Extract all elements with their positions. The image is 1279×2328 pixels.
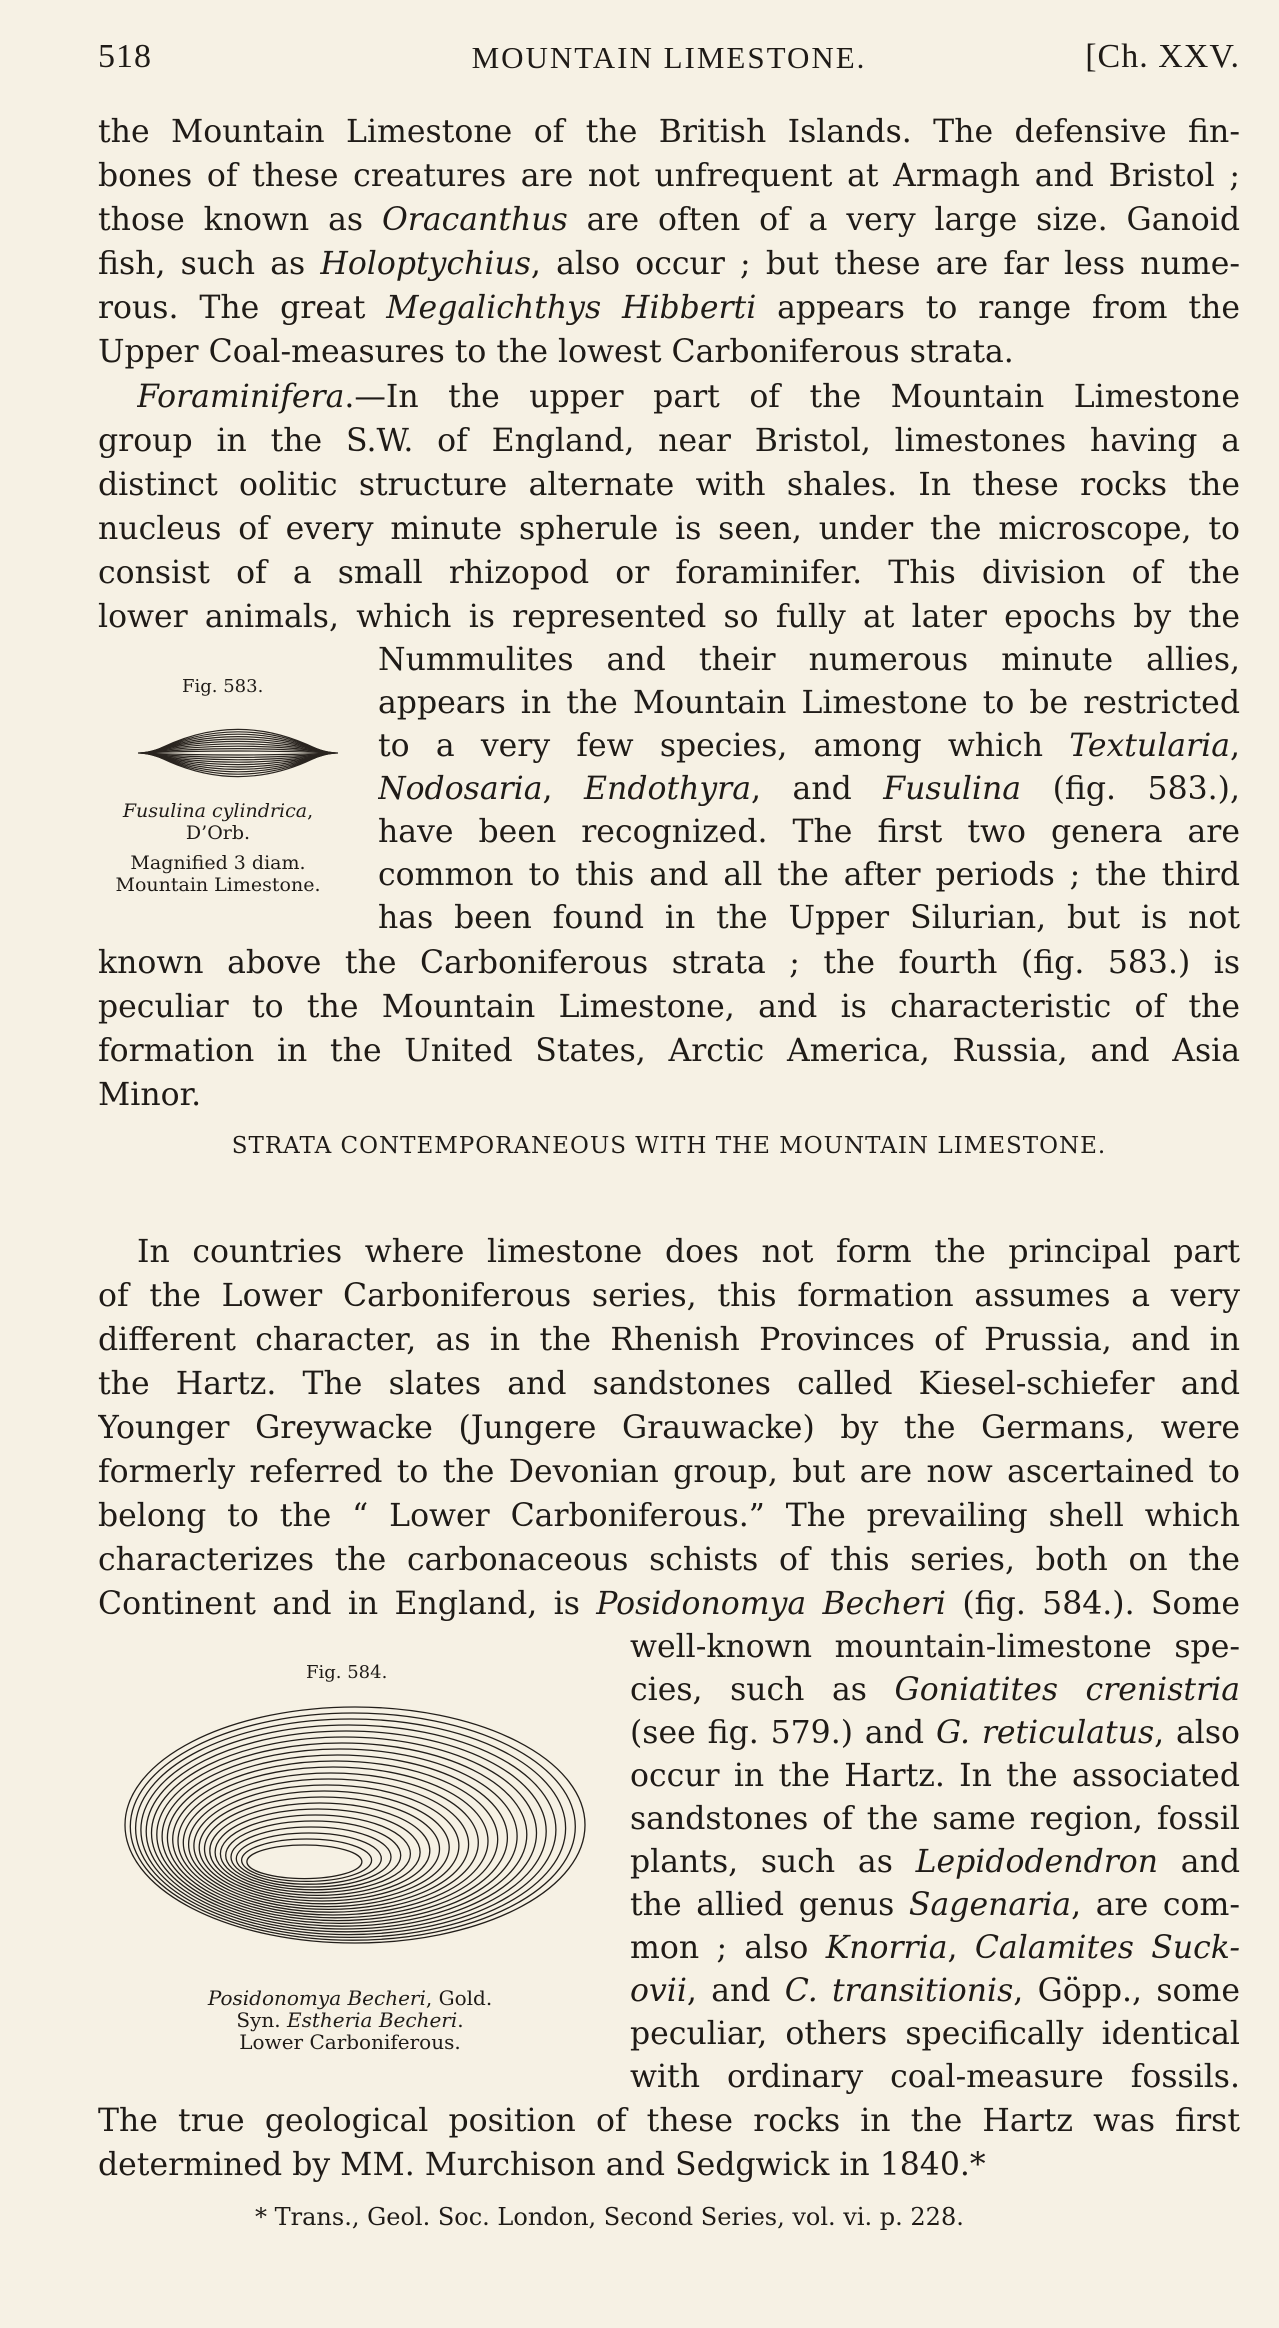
section-heading: STRATA CONTEMPORANEOUS WITH THE MOUNTAIN LIMESTONE. bbox=[231, 1133, 1107, 1159]
text-line: known above the Carboniferous strata ; the fourth (fig. 583.) is bbox=[98, 945, 1240, 981]
text-line: peculiar to the Mountain Limestone, and is characteristic of the bbox=[98, 989, 1240, 1025]
text-line: those known as Oracanthus are often of a very large size. Ganoid bbox=[98, 202, 1240, 238]
text-line: Upper Coal-measures to the lowest Carboniferous strata. bbox=[98, 334, 1014, 370]
fusulina-ring bbox=[149, 734, 328, 772]
text-line: ovii, and C. transitionis, Göpp., some bbox=[630, 1973, 1240, 2009]
caption-line: Magnified 3 diam. bbox=[130, 852, 306, 874]
text-line: characterizes the carbonaceous schists of this series, both on the bbox=[98, 1542, 1240, 1578]
text-line: The true geological position of these rocks in the Hartz was first bbox=[98, 2103, 1240, 2139]
text-line: Nummulites and their numerous minute allies, bbox=[378, 642, 1240, 678]
footnote: * Trans., Geol. Soc. London, Second Series, vol. vi. p. 228. bbox=[255, 2203, 964, 2231]
fusulina-figure bbox=[128, 718, 348, 788]
text-line: distinct oolitic structure alternate with shales. In these rocks the bbox=[98, 467, 1240, 503]
text-line: Nodosaria, Endothyra, and Fusulina (fig. 583.), bbox=[378, 771, 1240, 807]
caption-line: Lower Carboniferous. bbox=[239, 2030, 461, 2054]
fig-583-caption bbox=[78, 800, 358, 896]
text-line: fish, such as Holoptychius, also occur ; but these are far less nume- bbox=[98, 246, 1240, 282]
text-line: sandstones of the same region, fossil bbox=[630, 1801, 1240, 1837]
text-line: the Mountain Limestone of the British Islands. The defensive fin- bbox=[98, 114, 1240, 150]
chapter-label: [Ch. XXV. bbox=[1085, 38, 1240, 75]
text-line: bones of these creatures are not unfrequent at Armagh and Bristol ; bbox=[98, 158, 1240, 194]
shell-growth-line bbox=[247, 1845, 362, 1879]
text-line: have been recognized. The first two genera are bbox=[378, 814, 1240, 850]
text-line: Foraminifera.—In the upper part of the Mountain Limestone bbox=[137, 379, 1240, 415]
shell-growth-line bbox=[157, 1743, 527, 1926]
text-line: nucleus of every minute spherule is seen, under the microscope, to bbox=[98, 511, 1240, 547]
text-line: lower animals, which is represented so fully at later epochs by the bbox=[98, 599, 1240, 635]
text-line: determined by MM. Murchison and Sedgwick in 1840.* bbox=[98, 2147, 986, 2183]
text-line: different character, as in the Rhenish Provinces of Prussia, and in bbox=[98, 1322, 1240, 1358]
page-number: 518 bbox=[98, 38, 152, 75]
text-line: mon ; also Knorria, Calamites Suck- bbox=[630, 1930, 1240, 1966]
text-line: plants, such as Lepidodendron and bbox=[630, 1844, 1240, 1880]
running-title: MOUNTAIN LIMESTONE. bbox=[471, 40, 867, 75]
text-line: belong to the “ Lower Carboniferous.” The prevailing shell which bbox=[98, 1498, 1240, 1534]
text-line: (see fig. 579.) and G. reticulatus, also bbox=[630, 1715, 1240, 1751]
text-line: cies, such as Goniatites crenistria bbox=[630, 1672, 1240, 1708]
text-line: formerly referred to the Devonian group, but are now ascertained to bbox=[98, 1454, 1240, 1490]
shell-growth-line bbox=[167, 1755, 507, 1921]
text-line: of the Lower Carboniferous series, this formation assumes a very bbox=[98, 1278, 1240, 1314]
fig-584-label: Fig. 584. bbox=[306, 1662, 388, 1683]
text-line: Younger Greywacke (Jungere Grauwacke) by the Germans, were bbox=[98, 1410, 1240, 1446]
text-line: has been found in the Upper Silurian, but is not bbox=[378, 900, 1240, 936]
caption-line: Posidonomya Becheri, Gold. bbox=[207, 1986, 493, 2010]
text-line: Minor. bbox=[98, 1077, 202, 1113]
posidonomya-figure bbox=[120, 1700, 590, 1950]
caption-line: Fusulina cylindrica, bbox=[122, 800, 314, 822]
text-line: occur in the Hartz. In the associated bbox=[630, 1758, 1240, 1794]
text-line: group in the S.W. of England, near Bristol, limestones having a bbox=[98, 423, 1240, 459]
fusulina-ring bbox=[150, 732, 326, 774]
text-line: with ordinary coal-measure fossils. bbox=[630, 2059, 1240, 2095]
text-line: rous. The great Megalichthys Hibberti appears to range from the bbox=[98, 290, 1240, 326]
running-head bbox=[98, 38, 1240, 88]
fig-583-label: Fig. 583. bbox=[182, 676, 264, 697]
text-line: well-known mountain-limestone spe- bbox=[630, 1629, 1240, 1665]
text-line: the Hartz. The slates and sandstones called Kiesel-schiefer and bbox=[98, 1366, 1240, 1402]
text-line: the allied genus Sagenaria, are com- bbox=[630, 1887, 1240, 1923]
fusulina-ring bbox=[138, 751, 338, 755]
text-line: Continent and in England, is Posidonomya Becheri (fig. 584.). Some bbox=[98, 1586, 1240, 1622]
text-line: common to this and all the after periods ; the third bbox=[378, 857, 1240, 893]
caption-line: Syn. Estheria Becheri. bbox=[236, 2008, 464, 2032]
caption-line: Mountain Limestone. bbox=[115, 874, 321, 896]
shell-growth-line bbox=[236, 1833, 381, 1884]
fig-584-caption bbox=[160, 1987, 540, 2053]
text-line: consist of a small rhizopod or foraminifer. This division of the bbox=[98, 555, 1240, 591]
text-line: appears in the Mountain Limestone to be restricted bbox=[378, 685, 1240, 721]
text-line: In countries where limestone does not form the principal part bbox=[137, 1234, 1240, 1270]
caption-line: D’Orb. bbox=[185, 822, 251, 844]
text-line: formation in the United States, Arctic America, Russia, and Asia bbox=[98, 1033, 1240, 1069]
text-line: peculiar, others specifically identical bbox=[630, 2016, 1240, 2052]
shell-growth-line bbox=[205, 1797, 440, 1901]
shell-growth-line bbox=[183, 1773, 478, 1912]
text-line: to a very few species, among which Textularia, bbox=[378, 728, 1240, 764]
